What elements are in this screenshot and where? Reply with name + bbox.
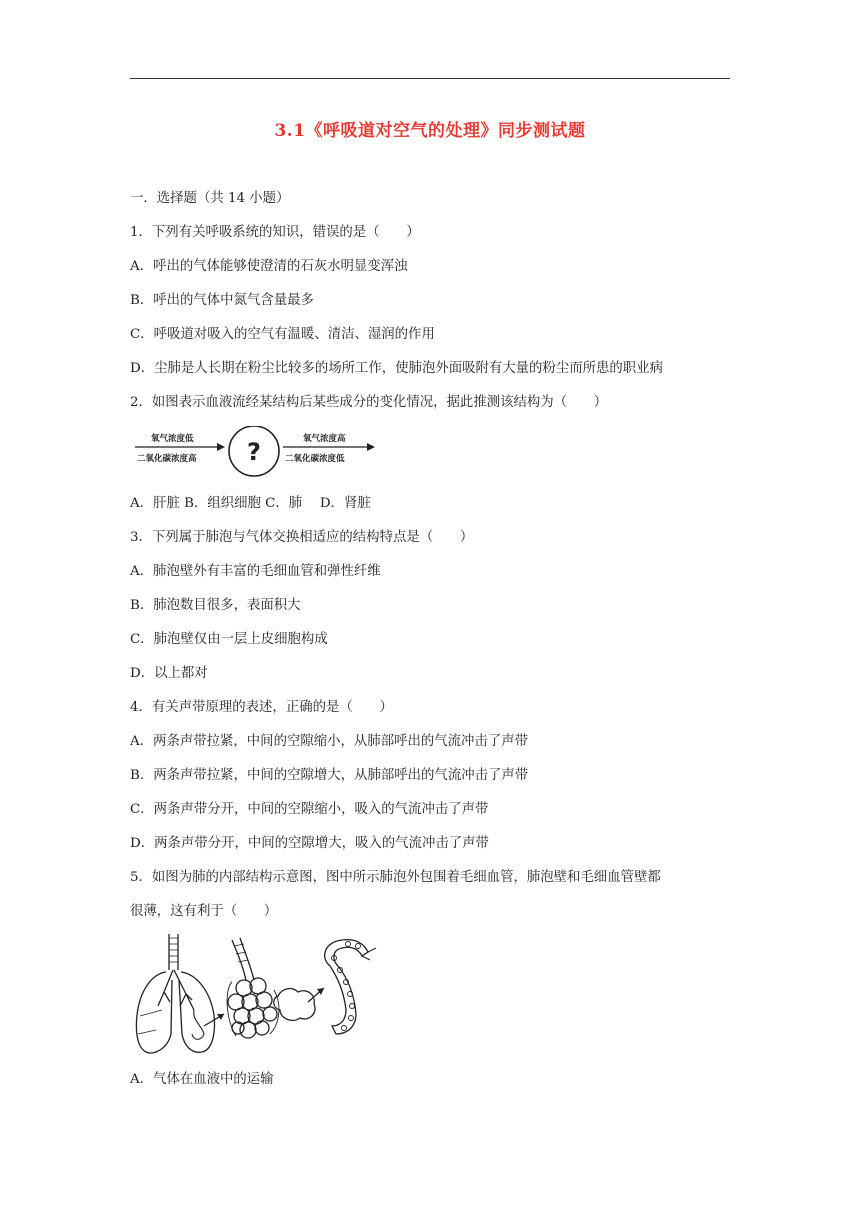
right-lung xyxy=(179,972,215,1052)
question-5-stem-line-1: 5．如图为肺的内部结构示意图，图中所示肺泡外包围着毛细血管，肺泡壁和毛细血管壁都 xyxy=(130,870,661,885)
question-1-stem: 1．下列有关呼吸系统的知识，错误的是（ ） xyxy=(130,225,420,240)
header-rule xyxy=(130,78,730,79)
figure-right-bottom-label: 二氧化碳浓度低 xyxy=(285,454,345,464)
question-1-option-d: D．尘肺是人长期在粉尘比较多的场所工作，使肺泡外面吸附有大量的粉尘而所患的职业病 xyxy=(130,361,663,376)
right-arrow-head xyxy=(367,443,375,451)
figure-left-top-label: 氧气浓度低 xyxy=(151,434,194,444)
question-4-stem: 4．有关声带原理的表述，正确的是（ ） xyxy=(130,700,393,715)
question-5-option-a: A．气体在血液中的运输 xyxy=(130,1072,274,1087)
question-3-stem: 3．下列属于肺泡与气体交换相适应的结构特点是（ ） xyxy=(130,530,474,545)
alveolus xyxy=(274,989,315,1021)
question-2-options: A．肝脏 B．组织细胞 C．肺 D．肾脏 xyxy=(130,496,371,511)
lung-structure-figure xyxy=(132,930,392,1060)
question-4-option-c: C．两条声带分开，中间的空隙缩小，吸入的气流冲击了声带 xyxy=(130,802,489,817)
question-5-stem-line-2: 很薄，这有利于（ ） xyxy=(130,904,278,919)
figure-right-top-label: 氧气浓度高 xyxy=(303,434,346,444)
question-4-option-a: A．两条声带拉紧，中间的空隙缩小，从肺部呼出的气流冲击了声带 xyxy=(130,734,528,749)
question-1-option-b: B．呼出的气体中氮气含量最多 xyxy=(130,293,314,308)
question-3-option-a: A．肺泡壁外有丰富的毛细血管和弹性纤维 xyxy=(130,564,381,579)
bronchial-tree xyxy=(158,970,194,1010)
question-3-option-b: B．肺泡数目很多，表面积大 xyxy=(130,598,301,613)
section-heading: 一．选择题（共 14 小题） xyxy=(130,191,290,206)
question-4-option-d: D．两条声带分开，中间的空隙增大，吸入的气流冲击了声带 xyxy=(130,836,489,851)
trachea xyxy=(169,934,178,970)
question-2-stem: 2．如图表示血液流经某结构后某些成分的变化情况，据此推测该结构为（ ） xyxy=(130,395,608,410)
alveolar-wall xyxy=(325,940,368,1034)
question-mark: ? xyxy=(247,438,261,466)
question-3-option-c: C．肺泡壁仅由一层上皮细胞构成 xyxy=(130,632,328,647)
question-3-option-d: D．以上都对 xyxy=(130,666,208,681)
question-2-figure xyxy=(133,426,383,478)
question-4-option-b: B．两条声带拉紧，中间的空隙增大，从肺部呼出的气流冲击了声带 xyxy=(130,768,529,783)
alveoli-cluster xyxy=(228,978,277,1038)
document-title: 3.1《呼吸道对空气的处理》同步测试题 xyxy=(274,121,586,141)
question-1-option-c: C．呼吸道对吸入的空气有温暖、清洁、湿润的作用 xyxy=(130,327,435,342)
left-arrow-head xyxy=(217,443,225,451)
figure-left-bottom-label: 二氧化碳浓度高 xyxy=(137,454,197,464)
question-1-option-a: A．呼出的气体能够使澄清的石灰水明显变浑浊 xyxy=(130,259,408,274)
